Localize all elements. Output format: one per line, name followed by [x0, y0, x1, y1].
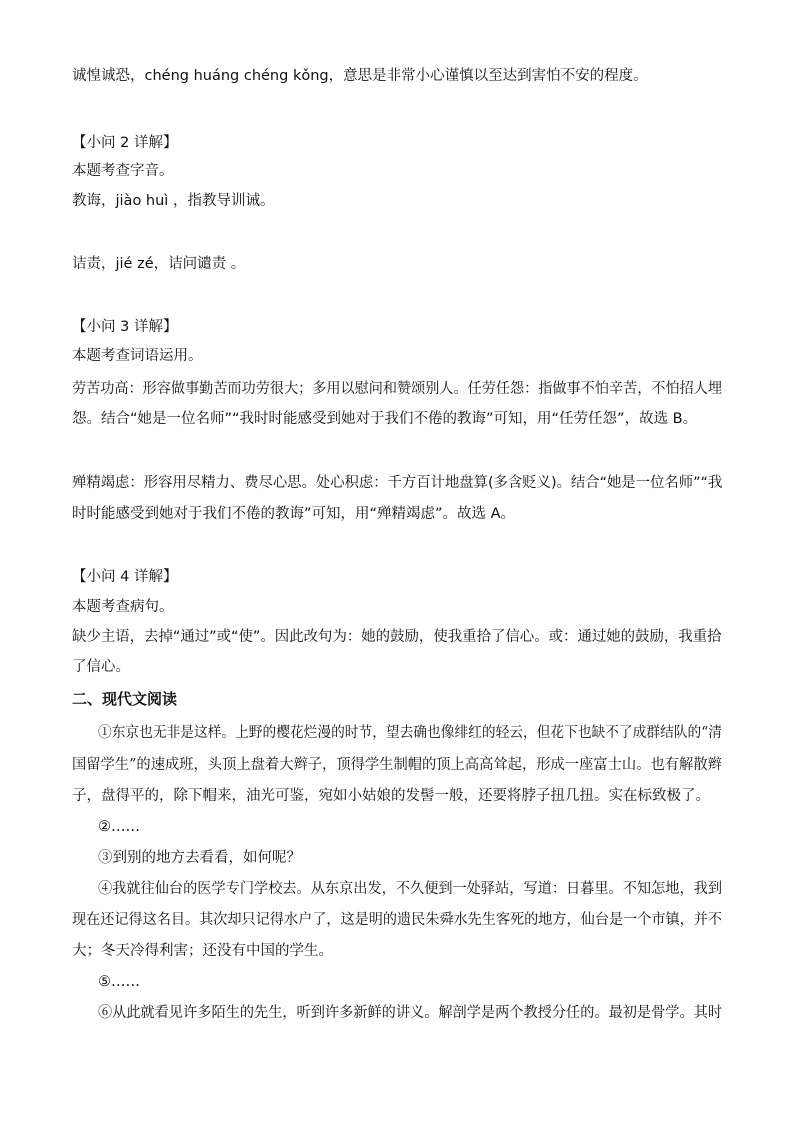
q1-answer-tail: 诚惶诚恐，chéng huáng chéng kǒng，意思是非常小心谨慎以至达到害怕不安的程度。	[72, 68, 648, 84]
q3-para2-line2: 时时能感受到她对于我们不倦的教诲”可知，用“殚精竭虑”。故选 A。	[72, 506, 516, 522]
q2-header: 【小问 2 详解】	[72, 135, 178, 151]
section-title-modern-reading: 二、现代文阅读	[72, 690, 178, 708]
passage-para4-line3: 大；冬天冷得利害；还没有中国的学生。	[72, 943, 333, 959]
q3-para1-line2: 怨。结合“她是一位名师”“我时时能感受到她对于我们不倦的教诲”可知，用“任劳任怨”，故选 B。	[72, 411, 698, 427]
q2-item-jieze: 诘责，jié zé，诘问谴责 。	[72, 256, 246, 272]
passage-para1-line1: ①东京也无非是这样。上野的樱花烂漫的时节，望去确也像绯红的轻云，但花下也缺不了成群结队的“清	[98, 725, 722, 741]
q3-topic: 本题考查词语运用。	[72, 348, 203, 364]
q3-header: 【小问 3 详解】	[72, 319, 178, 335]
passage-para3: ③到别的地方去看看，如何呢？	[98, 850, 301, 866]
q4-topic: 本题考查病句。	[72, 599, 174, 615]
passage-para2: ②……	[98, 819, 140, 835]
q4-line2: 了信心。	[72, 659, 130, 675]
passage-para6-line1: ⑥从此就看见许多陌生的先生，听到许多新鲜的讲义。解剖学是两个教授分任的。最初是骨学。其时	[98, 1005, 723, 1021]
q3-para2-line1: 殚精竭虑：形容用尽精力、费尽心思。处心积虑：千方百计地盘算(多含贬义)。结合“她是一位名师”“我	[72, 475, 723, 491]
q4-line1: 缺少主语，去掉“通过”或“使”。因此改句为：她的鼓励，使我重拾了信心。或：通过她的鼓励，我重拾	[72, 629, 722, 645]
passage-para5: ⑤……	[98, 974, 140, 990]
q3-para1-line1: 劳苦功高：形容做事勤苦而功劳很大；多用以慰问和赞颂别人。任劳任怨：指做事不怕辛苦，不怕招人埋	[72, 381, 722, 397]
passage-para4-line1: ④我就往仙台的医学专门学校去。从东京出发，不久便到一处驿站，写道：日暮里。不知怎地，我到	[98, 881, 723, 897]
passage-para1-line2: 国留学生”的速成班，头顶上盘着大辫子，顶得学生制帽的顶上高高耸起，形成一座富士山。也有解散辫	[72, 757, 722, 773]
passage-para4-line2: 现在还记得这名目。其次却只记得水户了，这是明的遗民朱舜水先生客死的地方，仙台是一个市镇，并不	[72, 912, 722, 928]
passage-para1-line3: 子，盘得平的，除下帽来，油光可鉴，宛如小姑娘的发髻一般，还要将脖子扭几扭。实在标致极了。	[72, 788, 710, 804]
q4-header: 【小问 4 详解】	[72, 569, 178, 585]
q2-item-jiaohui: 教诲，jiào huì ，指教导训诫。	[72, 193, 275, 209]
q2-topic: 本题考查字音。	[72, 163, 174, 179]
